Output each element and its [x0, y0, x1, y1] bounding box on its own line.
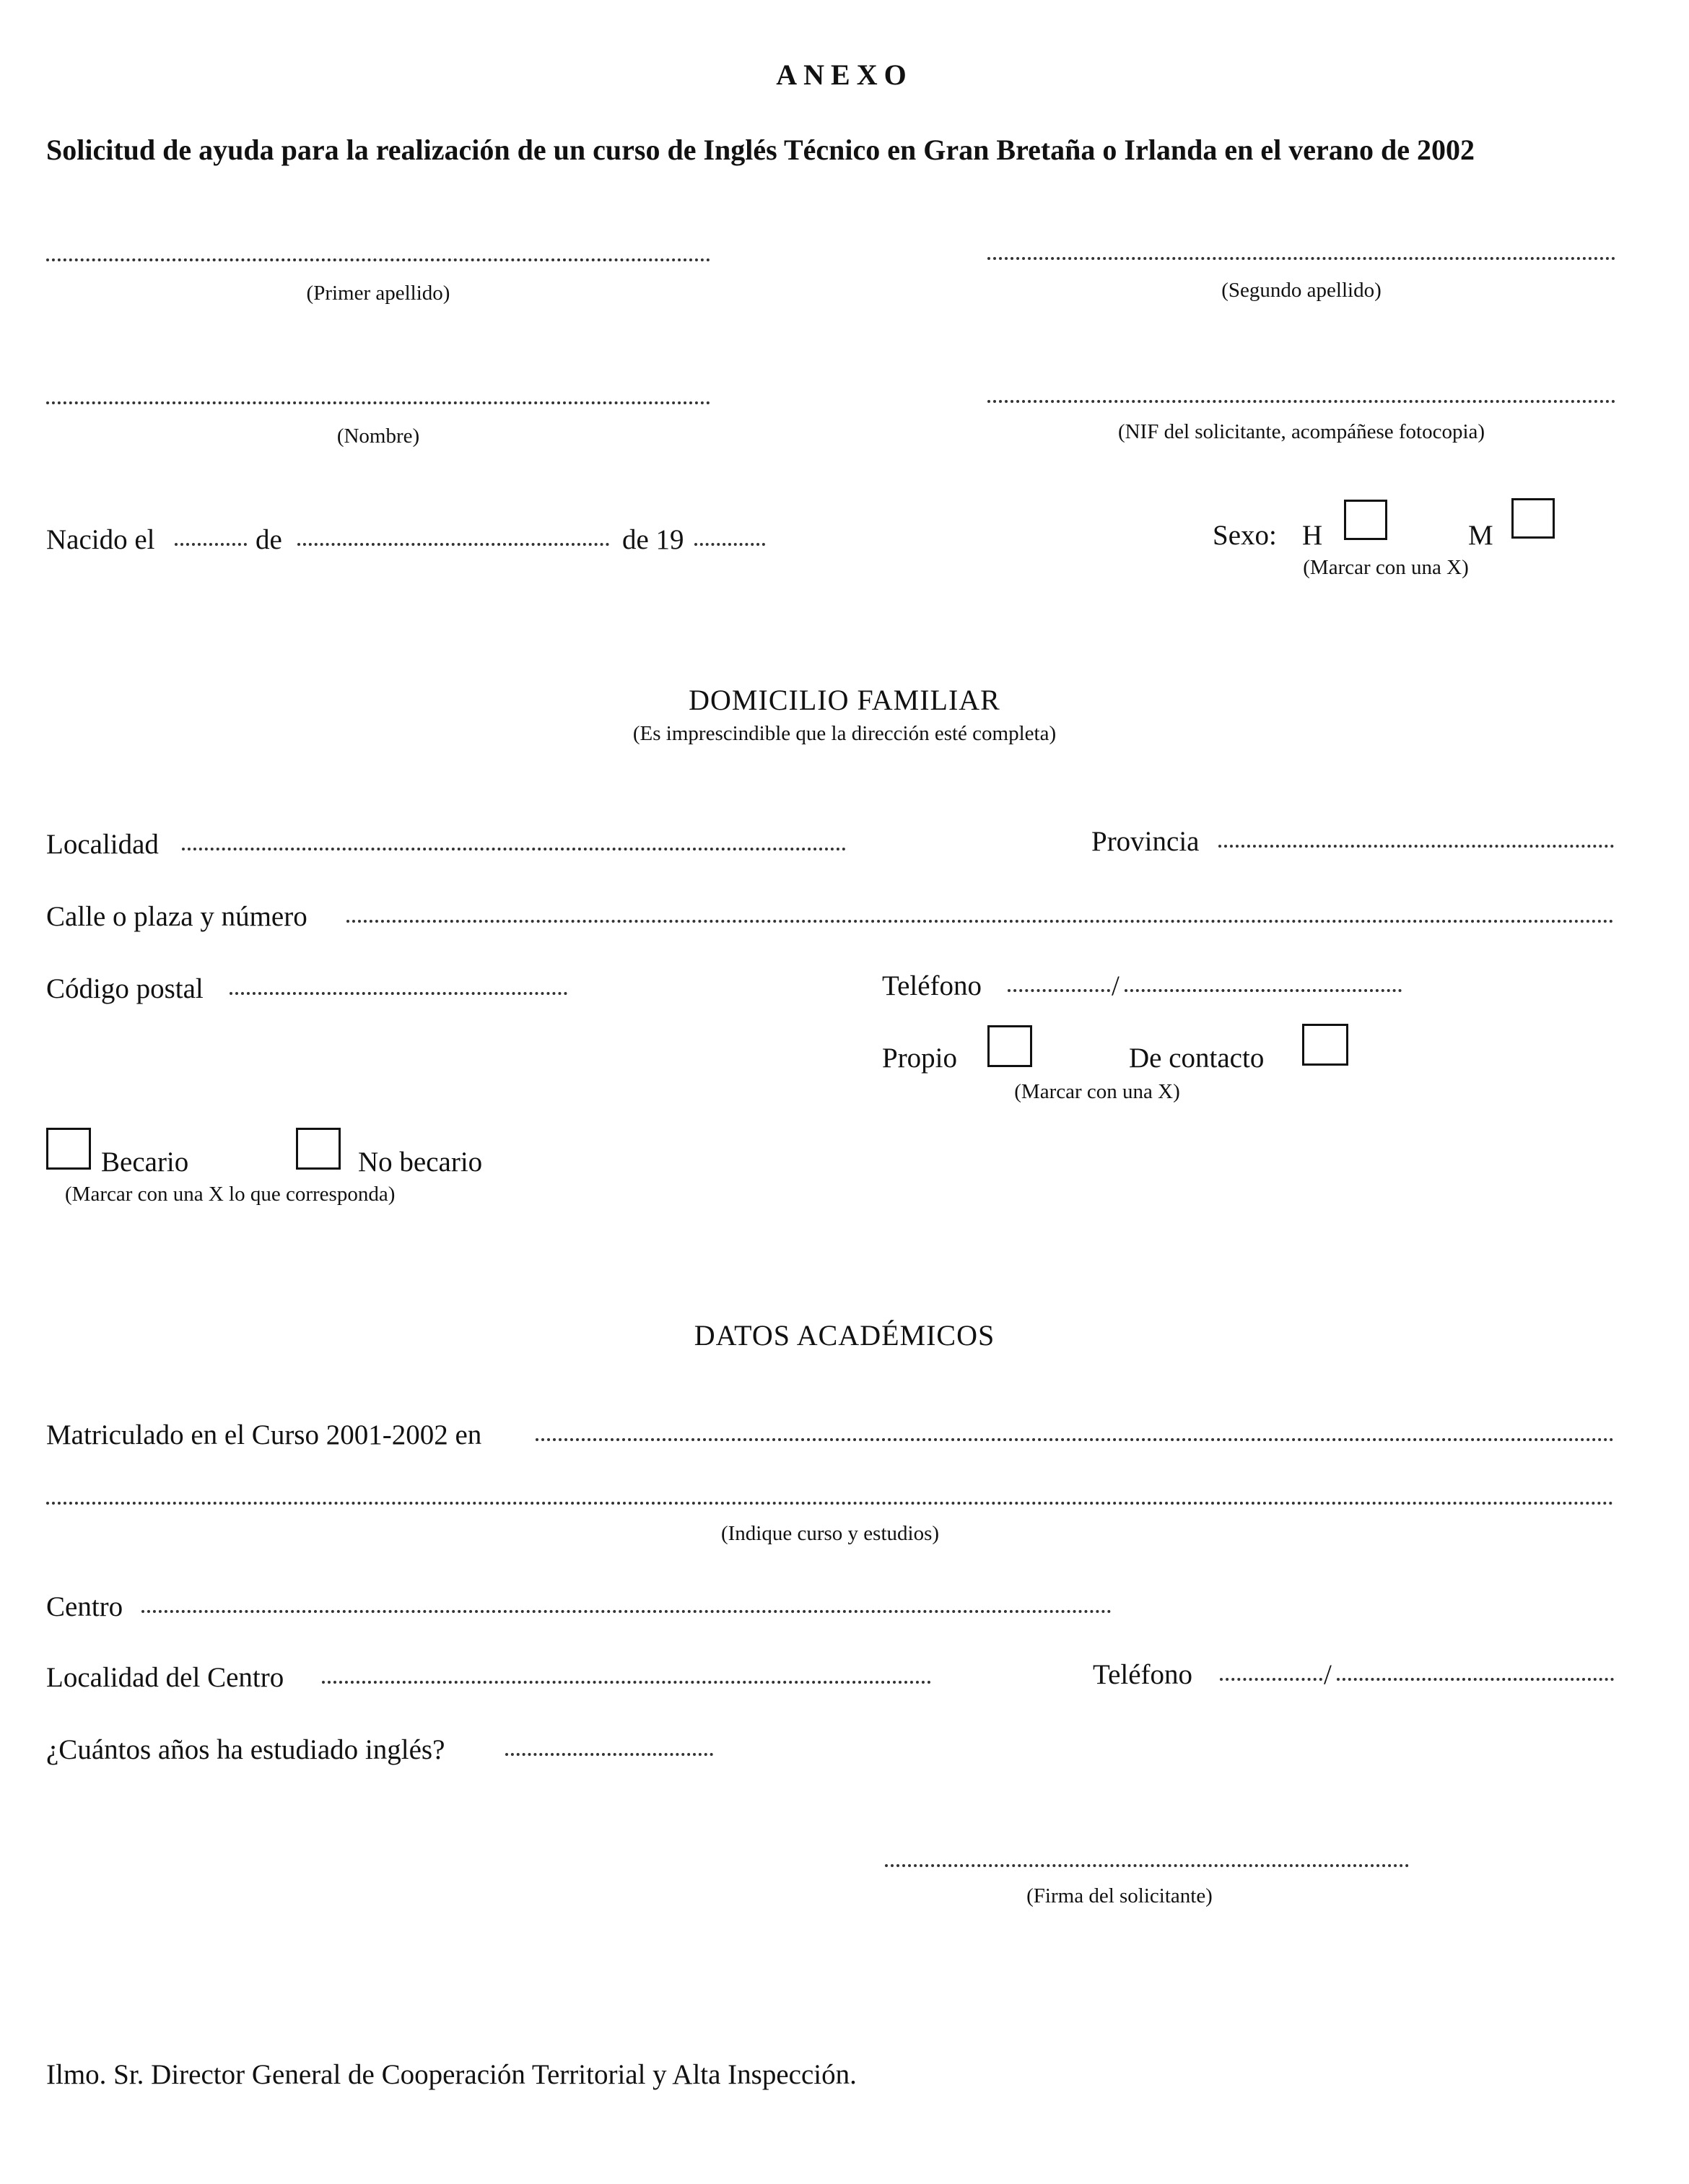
document-subtitle: Solicitud de ayuda para la realización de un curso de Inglés Técnico en Gran Bretaña o Irlanda en el verano de 2002: [46, 134, 1475, 166]
calle-label: Calle o plaza y número: [46, 901, 307, 932]
nacido-anio-field[interactable]: [694, 543, 765, 546]
provincia-label: Provincia: [1091, 826, 1200, 857]
destinatario: Ilmo. Sr. Director General de Cooperación Territorial y Alta Inspección.: [46, 2059, 857, 2090]
telefono-centro-numero-field[interactable]: [1337, 1678, 1614, 1681]
anios-ingles-label: ¿Cuántos años ha estudiado inglés?: [46, 1734, 445, 1765]
codigo-postal-label: Código postal: [46, 973, 204, 1004]
no-becario-checkbox[interactable]: [296, 1128, 341, 1170]
nif-field[interactable]: [987, 400, 1615, 403]
telefono-separator: /: [1112, 970, 1120, 1001]
primer-apellido-caption: (Primer apellido): [306, 282, 450, 305]
telefono-numero-field[interactable]: [1125, 989, 1402, 992]
academicos-heading: DATOS ACADÉMICOS: [694, 1319, 995, 1352]
nacido-label: Nacido el: [46, 524, 155, 555]
matriculado-label: Matriculado en el Curso 2001-2002 en: [46, 1419, 482, 1450]
provincia-field[interactable]: [1218, 845, 1614, 848]
matriculado-field[interactable]: [536, 1438, 1614, 1441]
becario-label: Becario: [101, 1147, 189, 1178]
domicilio-heading: DOMICILIO FAMILIAR: [689, 684, 1000, 716]
centro-field[interactable]: [141, 1610, 1112, 1613]
localidad-field[interactable]: [182, 848, 846, 850]
propio-label: Propio: [882, 1043, 958, 1074]
sexo-m-checkbox[interactable]: [1511, 498, 1555, 539]
telefono-centro-label: Teléfono: [1093, 1659, 1193, 1690]
telefono-centro-separator: /: [1324, 1659, 1332, 1690]
segundo-apellido-caption: (Segundo apellido): [1221, 279, 1382, 302]
primer-apellido-field[interactable]: [46, 258, 710, 261]
calle-field[interactable]: [346, 920, 1614, 923]
contacto-label: De contacto: [1129, 1043, 1265, 1074]
firma-field[interactable]: [885, 1864, 1409, 1867]
nacido-de-label: de: [256, 524, 282, 555]
domicilio-note: (Es imprescindible que la dirección esté completa): [632, 722, 1057, 745]
nombre-field[interactable]: [46, 401, 710, 404]
telefono-label: Teléfono: [882, 970, 982, 1001]
becario-caption: (Marcar con una X lo que corresponda): [65, 1183, 396, 1206]
localidad-centro-label: Localidad del Centro: [46, 1662, 284, 1693]
becario-checkbox[interactable]: [46, 1128, 91, 1170]
nacido-dia-field[interactable]: [175, 543, 247, 546]
sexo-caption: (Marcar con una X): [1303, 556, 1469, 579]
nif-caption: (NIF del solicitante, acompáñese fotocopia): [1117, 420, 1485, 443]
telefono-caption: (Marcar con una X): [1014, 1080, 1180, 1103]
propio-checkbox[interactable]: [987, 1025, 1032, 1067]
telefono-centro-prefijo-field[interactable]: [1220, 1678, 1322, 1681]
nacido-anio-label: de 19: [622, 524, 684, 555]
contacto-checkbox[interactable]: [1302, 1024, 1348, 1066]
localidad-label: Localidad: [46, 829, 159, 860]
firma-caption: (Firma del solicitante): [1026, 1884, 1213, 1907]
centro-label: Centro: [46, 1591, 123, 1622]
sexo-h-label: H: [1302, 520, 1323, 551]
codigo-postal-field[interactable]: [230, 992, 567, 995]
document-title: ANEXO: [776, 58, 913, 91]
telefono-prefijo-field[interactable]: [1008, 989, 1110, 992]
no-becario-label: No becario: [358, 1147, 483, 1178]
nacido-mes-field[interactable]: [297, 543, 609, 546]
localidad-centro-field[interactable]: [322, 1681, 931, 1684]
nombre-caption: (Nombre): [336, 425, 420, 448]
curso-estudios-field[interactable]: [46, 1502, 1614, 1505]
sexo-m-label: M: [1468, 520, 1493, 551]
anios-ingles-field[interactable]: [505, 1753, 713, 1756]
sexo-label: Sexo:: [1213, 520, 1277, 551]
curso-caption: (Indique curso y estudios): [720, 1522, 940, 1545]
sexo-h-checkbox[interactable]: [1344, 500, 1387, 540]
segundo-apellido-field[interactable]: [987, 257, 1615, 260]
